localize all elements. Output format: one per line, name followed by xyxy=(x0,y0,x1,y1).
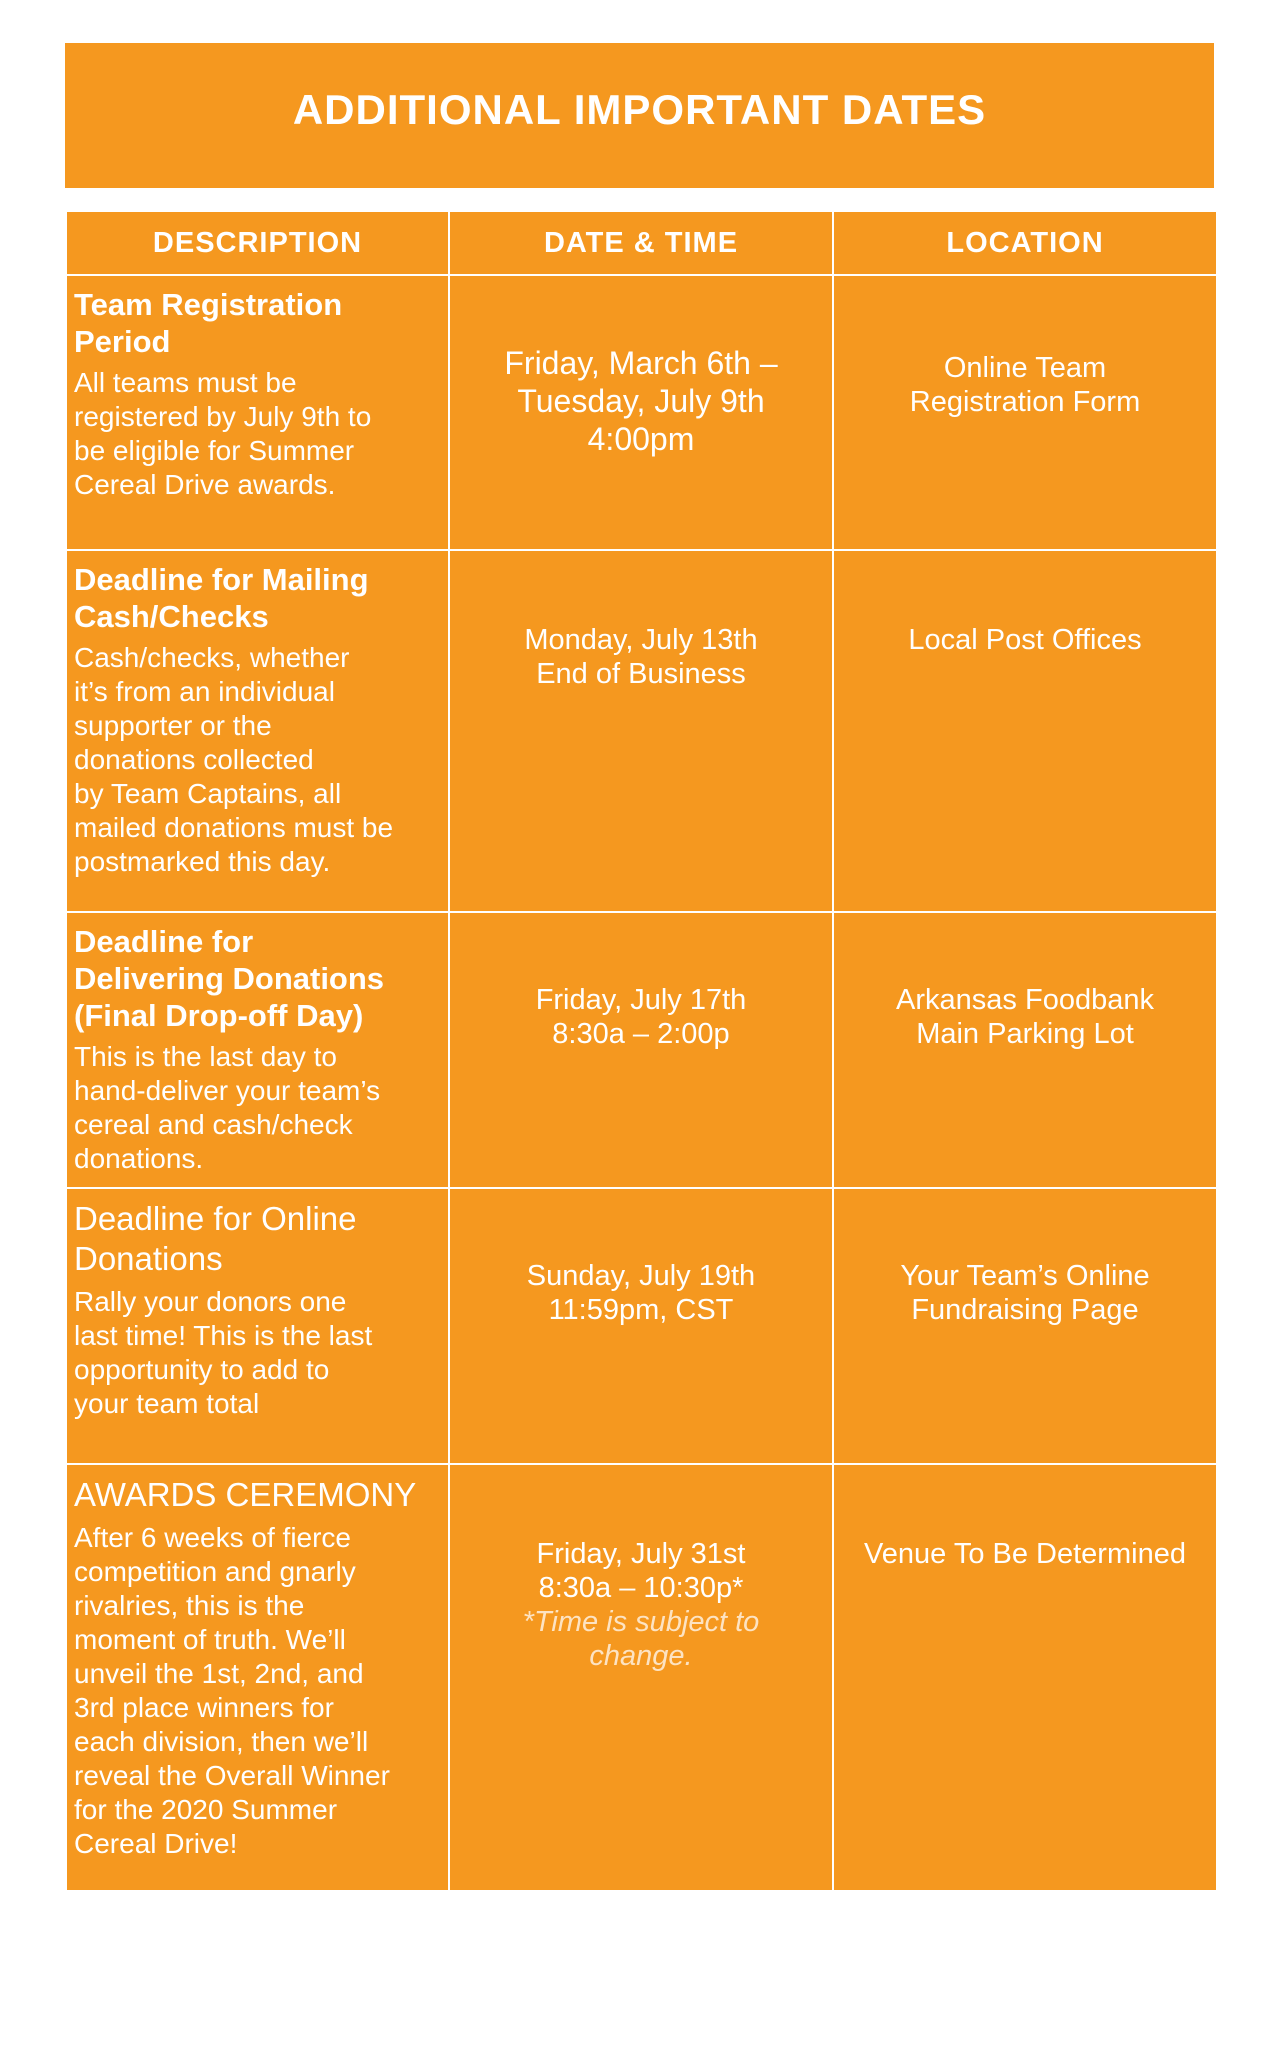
row-body xyxy=(74,641,444,879)
title-line: Cash/Checks xyxy=(74,599,269,634)
body-line: moment of truth. We’ll xyxy=(74,1624,346,1655)
date-line: 8:30a – 10:30p* xyxy=(538,1572,744,1604)
body-line: Cereal Drive! xyxy=(74,1828,238,1859)
row-date-time xyxy=(449,550,833,912)
body-line: supporter or the xyxy=(74,710,272,741)
body-line: Cereal Drive awards. xyxy=(74,469,336,500)
body-line: be eligible for Summer xyxy=(74,435,355,466)
body-line: donations collected xyxy=(74,744,314,775)
location-line: Main Parking Lot xyxy=(916,1018,1134,1050)
date-line: 4:00pm xyxy=(587,421,695,457)
body-line: by Team Captains, all xyxy=(74,778,342,809)
row-title xyxy=(74,1475,444,1515)
row-title xyxy=(74,286,444,360)
row-date-time xyxy=(449,1464,833,1891)
date-line: 11:59pm, CST xyxy=(548,1294,734,1326)
date-line: Friday, July 31st xyxy=(536,1538,746,1570)
location-line: Venue To Be Determined xyxy=(864,1538,1186,1570)
location-line: Fundraising Page xyxy=(911,1294,1139,1326)
row-body xyxy=(74,1040,444,1176)
row-date-time xyxy=(449,1188,833,1464)
time-disclaimer-line: *Time is subject to xyxy=(522,1606,760,1638)
row-location xyxy=(833,275,1217,550)
body-line: Rally your donors one xyxy=(74,1286,347,1317)
title-line: AWARDS CEREMONY xyxy=(74,1476,417,1513)
row-location xyxy=(833,1464,1217,1891)
header-date-time: DATE & TIME xyxy=(449,211,833,275)
body-line: This is the last day to xyxy=(74,1041,338,1072)
body-line: each division, then we’ll xyxy=(74,1726,369,1757)
date-line: Monday, July 13th xyxy=(524,624,758,656)
body-line: it’s from an individual xyxy=(74,676,335,707)
row-body xyxy=(74,366,444,502)
row-date-time xyxy=(449,912,833,1188)
title-line: Delivering Donations xyxy=(74,961,385,996)
title-line: Deadline for Mailing xyxy=(74,562,369,597)
body-line: rivalries, this is the xyxy=(74,1590,305,1621)
table-row xyxy=(66,550,1217,912)
title-line: Donations xyxy=(74,1240,223,1277)
location-line: Registration Form xyxy=(909,386,1141,418)
date-line: Sunday, July 19th xyxy=(526,1260,756,1292)
table-row xyxy=(66,1188,1217,1464)
important-dates-table xyxy=(65,210,1218,1892)
body-line: Cash/checks, whether xyxy=(74,642,350,673)
body-line: cereal and cash/check xyxy=(74,1109,353,1140)
body-line: 3rd place winners for xyxy=(74,1692,334,1723)
body-line: last time! This is the last xyxy=(74,1320,373,1351)
table-row xyxy=(66,912,1217,1188)
row-title xyxy=(74,1199,444,1279)
location-line: Local Post Offices xyxy=(908,624,1142,656)
body-line: postmarked this day. xyxy=(74,846,331,877)
title-line: Deadline for xyxy=(74,924,254,959)
date-line: 8:30a – 2:00p xyxy=(552,1018,730,1050)
date-line: Friday, March 6th – xyxy=(504,345,778,381)
table-row xyxy=(66,275,1217,550)
row-description xyxy=(66,912,449,1188)
body-line: mailed donations must be xyxy=(74,812,394,843)
location-line: Arkansas Foodbank xyxy=(896,984,1154,1016)
body-line: for the 2020 Summer xyxy=(74,1794,338,1825)
body-line: opportunity to add to xyxy=(74,1354,330,1385)
body-line: donations. xyxy=(74,1143,204,1174)
title-line: (Final Drop-off Day) xyxy=(74,998,364,1033)
body-line: reveal the Overall Winner xyxy=(74,1760,390,1791)
title-banner xyxy=(65,43,1214,188)
row-description xyxy=(66,275,449,550)
date-line: Tuesday, July 9th xyxy=(517,383,765,419)
title-line: Period xyxy=(74,324,171,359)
title-line: Deadline for Online xyxy=(74,1200,357,1237)
table-header-row xyxy=(66,211,1217,275)
body-line: competition and gnarly xyxy=(74,1556,356,1587)
location-line: Your Team’s Online xyxy=(900,1260,1150,1292)
body-line: All teams must be xyxy=(74,367,297,398)
body-line: your team total xyxy=(74,1388,260,1419)
row-location xyxy=(833,1188,1217,1464)
row-body xyxy=(74,1285,444,1421)
location-line: Online Team xyxy=(943,352,1107,384)
date-line: End of Business xyxy=(536,658,746,690)
row-date-time xyxy=(449,275,833,550)
body-line: unveil the 1st, 2nd, and xyxy=(74,1658,364,1689)
page-title: ADDITIONAL IMPORTANT DATES xyxy=(292,85,987,133)
row-location xyxy=(833,550,1217,912)
row-body xyxy=(74,1521,444,1861)
header-location: LOCATION xyxy=(833,211,1217,275)
body-line: hand-deliver your team’s xyxy=(74,1075,381,1106)
row-description xyxy=(66,1188,449,1464)
body-line: registered by July 9th to xyxy=(74,401,372,432)
time-disclaimer-line: change. xyxy=(589,1640,693,1672)
date-line: Friday, July 17th xyxy=(535,984,747,1016)
body-line: After 6 weeks of fierce xyxy=(74,1522,352,1553)
header-description: DESCRIPTION xyxy=(66,211,449,275)
row-location xyxy=(833,912,1217,1188)
row-description xyxy=(66,550,449,912)
row-title xyxy=(74,923,444,1034)
row-description xyxy=(66,1464,449,1891)
table-row xyxy=(66,1464,1217,1891)
title-line: Team Registration xyxy=(74,287,343,322)
row-title xyxy=(74,561,444,635)
